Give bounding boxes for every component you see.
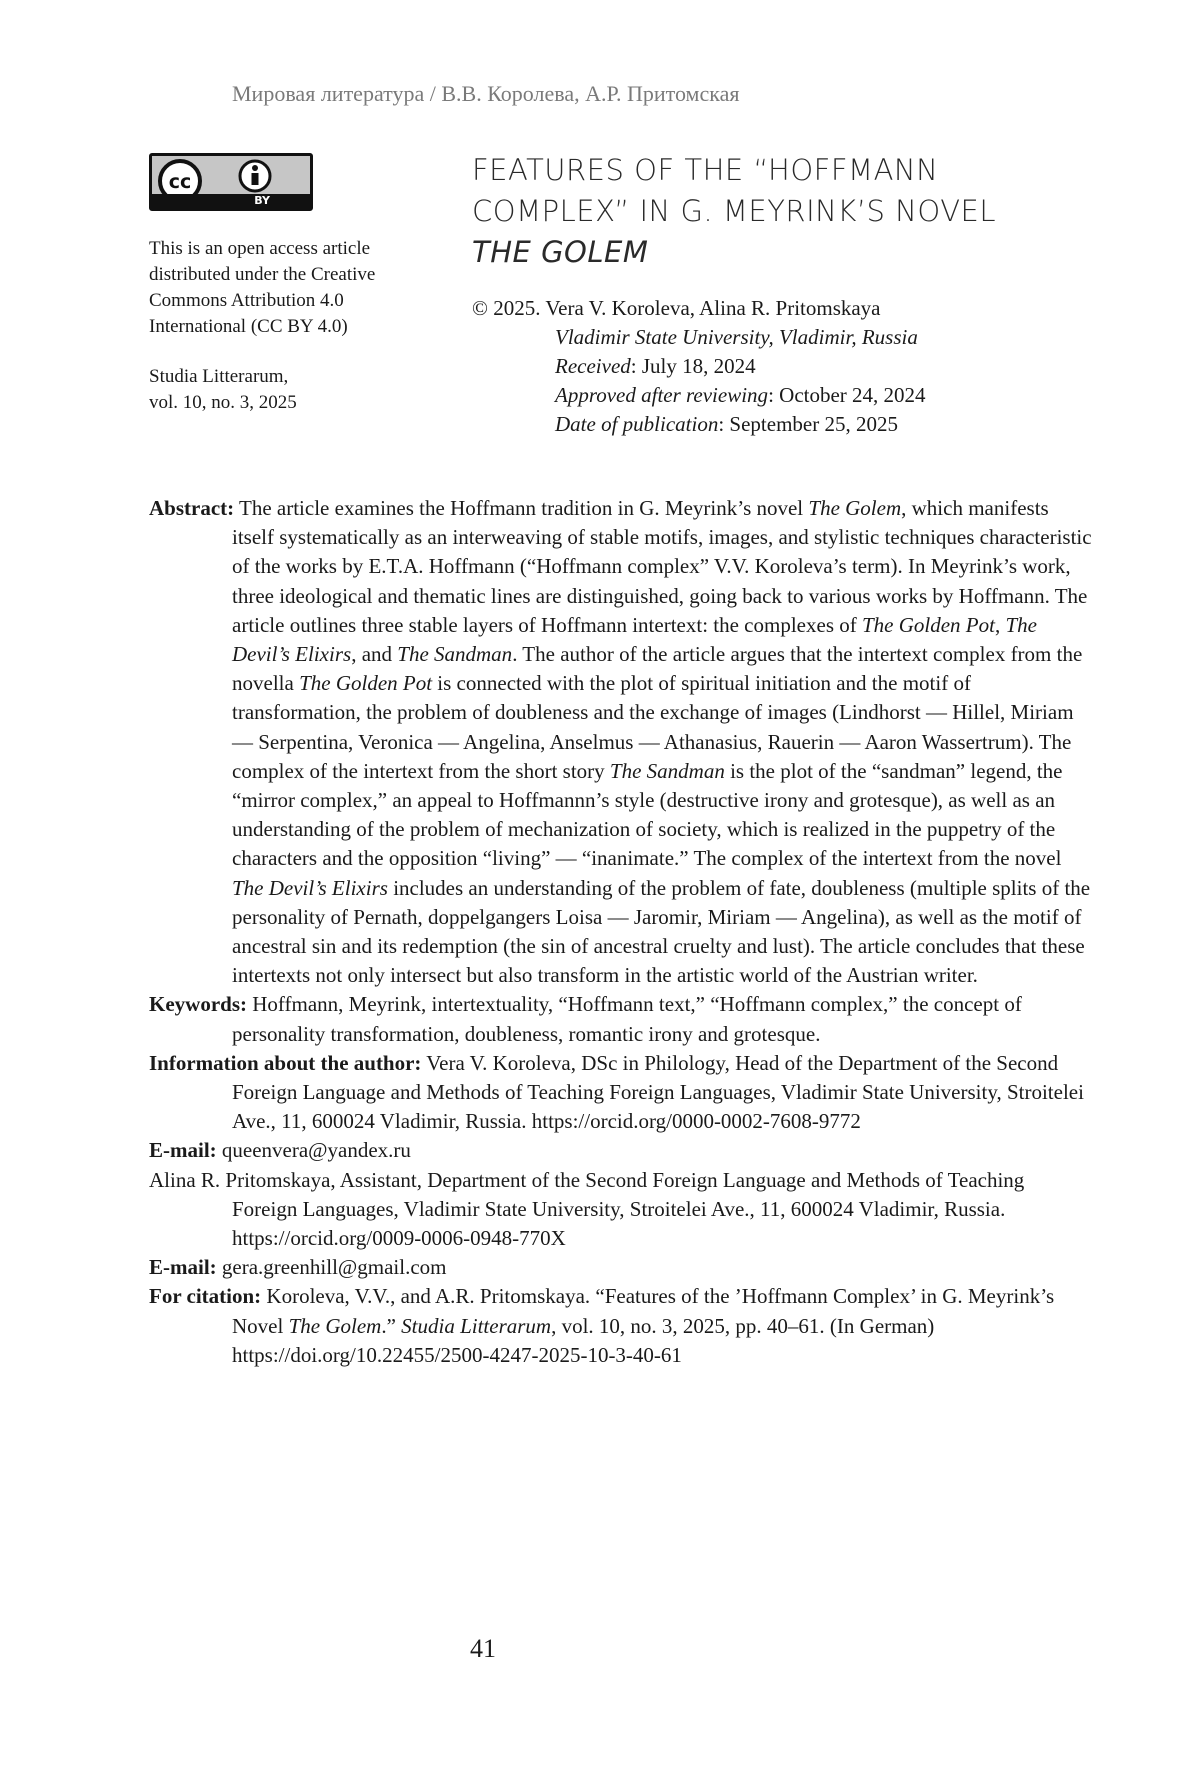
abstract-title-ref: The Golden Pot [861,612,995,637]
title-line-2: COMPLEX” IN G. MEYRINK’S NOVEL [472,194,997,228]
keywords-label: Keywords: [149,992,247,1017]
license-text: This is an open access article distributed under the Creative Commons Attribution 4.0 International (CC BY 4.0) [149,238,376,337]
article-title [472,150,1032,273]
citation-text: Koroleva, V.V., and A.R. Pritomskaya. “Features of the ’Hoffmann Complex’ in G. Meyrink’s Novel [232,1284,1055,1338]
received-label: Received [555,354,631,378]
svg-text:cc: cc [168,171,192,193]
received-line [472,352,1072,381]
approved-date: : October 24, 2024 [768,383,926,407]
citation-journal-ref: Studia Litterarum [401,1313,552,1338]
running-head: Мировая литература / В.В. Королева, А.Р. Притомская [232,81,740,106]
abstract-title-ref: The Devil’s Elixirs [232,875,388,900]
second-author-information [149,1166,1094,1254]
keywords-text: Hoffmann, Meyrink, intertextuality, “Hoffmann text,” “Hoffmann complex,” the concept of personality transformation, doubleness, romantic irony and grotesque. [232,992,1022,1046]
citation [149,1282,1094,1370]
abstract [149,494,1094,990]
abstract-title-ref: The Devil’s Elixirs [232,612,1037,667]
abstract-label: Abstract: [149,496,235,520]
published-label: Date of publication [555,412,719,436]
email-address[interactable]: queenvera@yandex.ru [216,1138,411,1163]
badge-bar [152,194,310,208]
citation-label: For citation: [149,1284,262,1309]
abstract-text: , and [351,642,398,667]
abstract-title-ref: The Sandman [609,758,725,783]
abstract-title-ref: The Golem [808,496,902,520]
abstract-text: includes an understanding of the problem of fate, doubleness (multiple splits of the personality of Pernath, doppelgangers Loisa — Jaromir, Miriam — Angelina), as well as the motif of ancestral sin and its redemption (the sin of ancestral cruelty and lust). The article concludes that these intertexts not only intersect but also transform in the artistic world of the Austrian writer. [232,875,1091,988]
email-label: E-mail: [149,1255,217,1280]
citation-text: .” [381,1313,402,1338]
article-meta [472,294,1072,439]
page-number: 41 [470,1634,496,1663]
published-date: : September 25, 2025 [718,412,898,436]
abstract-text: . The author of the article argues that the intertext complex from the novella [232,642,1083,696]
copyright-line: © 2025. Vera V. Koroleva, Alina R. Pritomskaya [472,296,881,320]
abstract-title-ref: The Sandman [397,642,513,667]
abstract-text: is the plot of the “sandman” legend, the “mirror complex,” an appeal to Hoffmannn’s style (destructive irony and grotesque), as well as an understanding of the problem of mechanization of society, which is realized in the puppetry of the characters and the opposition “living” — “inanimate.” The complex of the intertext from the novel [232,758,1063,871]
cc-by-license-badge [149,153,313,211]
title-line-1: FEATURES OF THE “HOFFMANN [472,153,939,187]
keywords [149,990,1094,1048]
author-info-text: Vera V. Koroleva, DSc in Philology, Head of the Department of the Second Foreign Language and Methods of Teaching Foreign Languages, Vladimir State University, Stroitelei Ave., 11, 600024 Vladimir, Russia. https://orcid.org/0000-0002-7608-9772 [232,1050,1084,1134]
email-line [149,1136,1094,1165]
approved-line [472,381,1072,410]
approved-label: Approved after reviewing [555,383,769,407]
abstract-text: The article examines the Hoffmann tradition in G. Meyrink’s novel [234,496,809,520]
citation-text[interactable]: , vol. 10, no. 3, 2025, pp. 40–61. (In German) https://doi.org/10.22455/2500-4247-2025-10-3-40-61 [232,1313,935,1367]
abstract-text: is connected with the plot of spiritual initiation and the motif of transformation, the problem of doubleness and the exchange of images (Lindhorst — Hillel, Miriam — Serpentina, Veronica — Angelina, Anselmus — Athanasius, Rauerin — Aaron Wassertrum). The complex of the intertext from the short story [232,671,1074,783]
author-info-label: Information about the author: [149,1050,422,1075]
published-line [472,410,1072,439]
journal-info: Studia Litterarum, vol. 10, no. 3, 2025 [149,366,297,413]
affiliation: Vladimir State University, Vladimir, Russia [555,325,918,349]
email-label: E-mail: [149,1138,217,1163]
badge-by-label: BY [254,194,270,207]
license-column [149,236,439,416]
citation-title-ref: The Golem [288,1313,382,1338]
abstract-title-ref: The Golden Pot [299,671,433,696]
article-front-matter [149,494,1094,1370]
abstract-text: , [994,612,1006,637]
received-date: : July 18, 2024 [630,354,756,378]
title-line-3: THE GOLEM [472,235,649,269]
email-line [149,1253,1094,1282]
abstract-text: , which manifests itself systematically as an interweaving of stable motifs, images, and stylistic techniques characteristic of the works by E.T.A. Hoffmann (“Hoffmann complex” V.V. Koroleva’s term). In Meyrink’s work, three ideological and thematic lines are distinguished, going back to various works by Hoffmann. The article outlines three stable layers of Hoffmann intertext: the complexes of [232,496,1092,637]
author-information [149,1049,1094,1137]
second-author-text: Alina R. Pritomskaya, Assistant, Department of the Second Foreign Language and Methods of Teaching Foreign Languages, Vladimir State University, Stroitelei Ave., 11, 600024 Vladimir, Russia. https://orcid.org/0009-0006-0948-770X [149,1167,1025,1251]
email-address[interactable]: gera.greenhill@gmail.com [216,1255,447,1280]
